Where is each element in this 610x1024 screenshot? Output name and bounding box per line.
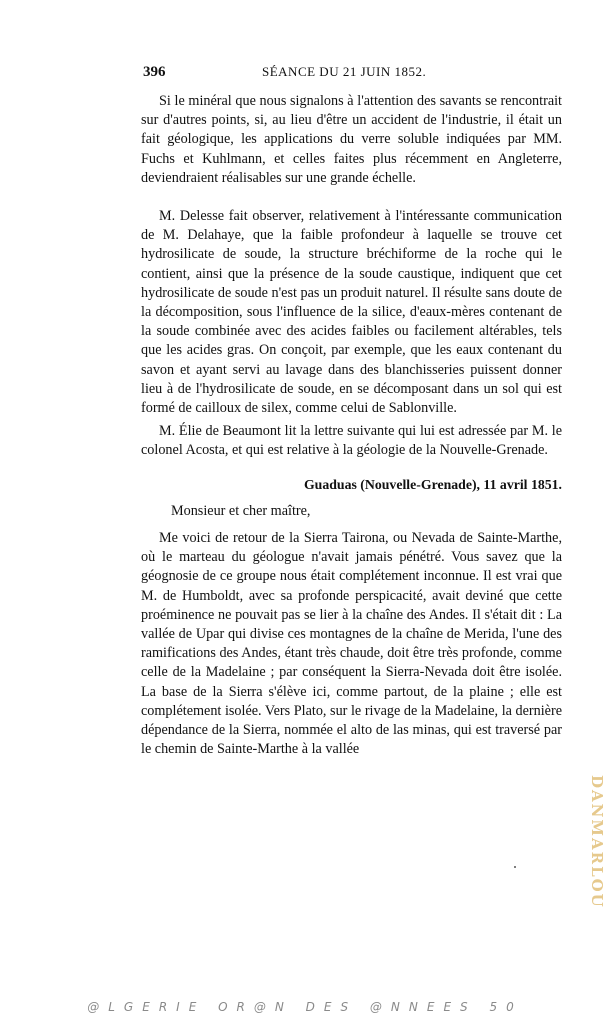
paragraph-delesse: M. Delesse fait observer, relativement à l'intéressante communication de M. Delahaye, que la faible profondeur à laquelle se trouve cet hydrosilicate de soude, la structure bréchiforme de la roche qui le contient, ainsi que la présence de la soude caustique, indiquent que cet hydrosilicate de soude n'est pas un produit naturel. Il résulte sans doute de la décomposition, sous l'influence de la silice, d'eaux-mères contenant de la soude combinée avec des acides faibles ou facilement altérables, tels que les acides gras. On conçoit, par exemple, que les eaux contenant du savon et ayant servi au lavage dans des blanchisseries puissent donner lieu à de l'hydrosilicate de soude, en se décomposant dans un sol qui est formé de cailloux de silex, comme celui de Sablonville. (141, 208, 562, 417)
footer-watermark: @LGERIE OR@N DES @NNEES 50 (87, 1000, 523, 1014)
page-number: 396 (143, 64, 166, 80)
session-title: SÉANCE DU 21 JUIN 1852. (262, 64, 427, 79)
page-header (140, 62, 560, 84)
letter-body: Me voici de retour de la Sierra Tairona, ou Nevada de Sainte-Marthe, où le marteau du géologue n'avait jamais pénétré. Vous savez que la géognosie de ce groupe nous était complétement inconnue. Il est vrai que M. de Humboldt, avec sa profonde perspicacité, avait deviné que cette proéminence ne pouvait pas se lier à la chaîne des Andes. Il s'était dit : La vallée de Upar qui divise ces montagnes de la chaîne de Merida, l'une des ramifications des Andes, étant très chaude, doit être très profonde, comme celle de la Madelaine ; par conséquent la Sierra-Nevada doit être isolée. La base de la Sierra s'élève ici, comme partout, de la plaine ; elle est complétement isolée. Vers Plato, sur le rivage de la Madelaine, la dernière dépendance de la Sierra, nommée el alto de las minas, qui est traversé par le chemin de Sainte-Marthe à la vallée (141, 530, 562, 758)
side-watermark-stamp: DANMARLOU (588, 775, 606, 909)
ink-speck (514, 866, 516, 868)
letter-salutation: Monsieur et cher maître, (171, 502, 311, 519)
paragraph-elie-de-beaumont: M. Élie de Beaumont lit la lettre suivante qui lui est adressée par M. le colonel Acosta, et qui est relative à la géologie de la Nouvelle-Grenade. (141, 423, 562, 459)
paragraph-verre-soluble: Si le minéral que nous signalons à l'attention des savants se rencontrait sur d'autres points, si, au lieu d'être un accident de l'industrie, il était un fait géologique, les applications du verre soluble indiquées par MM. Fuchs et Kuhlmann, et celles faites plus récemment en Angleterre, deviendraient réalisables sur une grande échelle. (141, 93, 562, 186)
letter-dateline: Guaduas (Nouvelle-Grenade), 11 avril 1851. (303, 476, 562, 492)
body-text (141, 92, 562, 760)
